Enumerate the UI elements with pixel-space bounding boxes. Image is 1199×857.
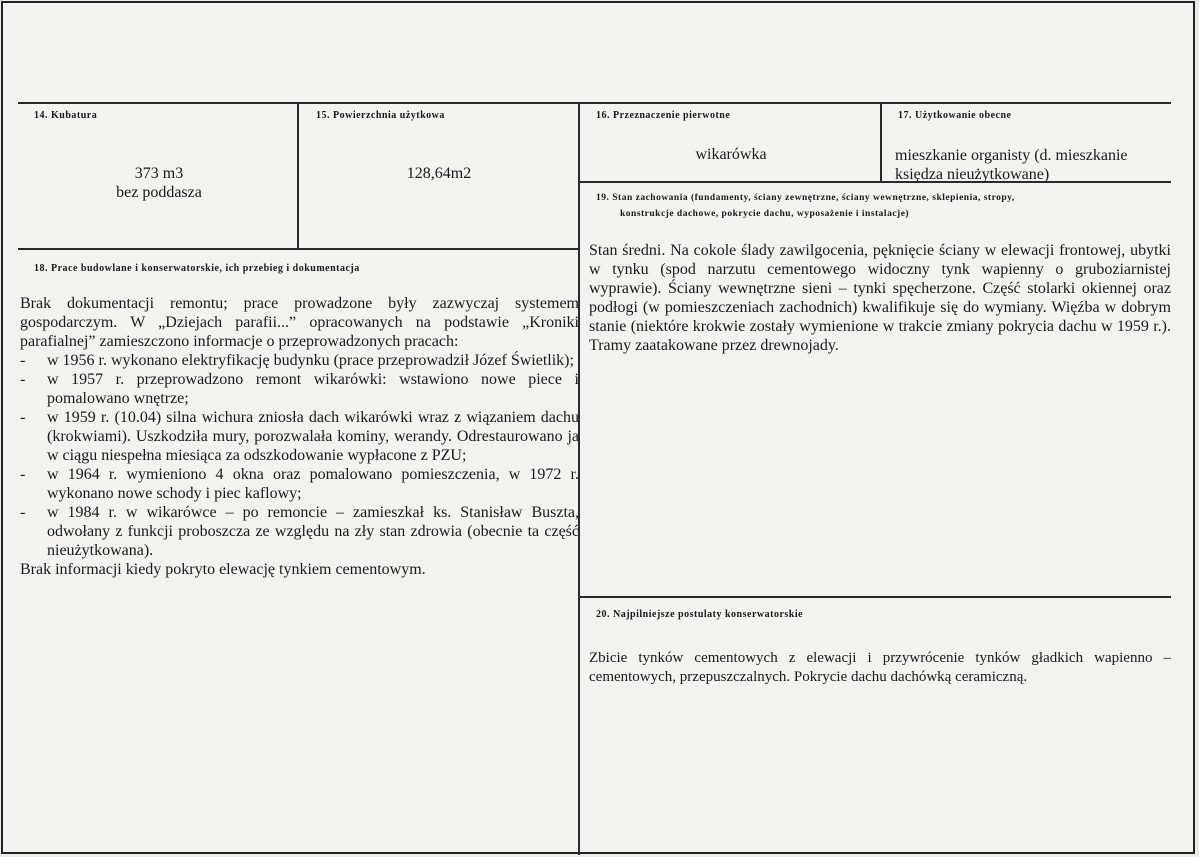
list-item: - w 1959 r. (10.04) silna wichura zniosła dach wikarówki wraz z wiązaniem dachu (krokwiami). Uszkodziła mury, porozwalała kominy, werandy. Odrestaurowano ja w ciągu niespełna miesiąca za odszkodowanie wypłacone z PZU;: [20, 408, 579, 465]
list-item: - w 1964 r. wymieniono 4 okna oraz pomalowano pomieszczenia, w 1972 r. wykonano nowe schody i piec kaflowy;: [20, 465, 579, 503]
field-16-value: wikarówka: [695, 146, 767, 163]
rule-above-20: [580, 596, 1171, 598]
field-15-label: 15. Powierzchnia użytkowa: [316, 110, 445, 121]
field-18-label: 18. Prace budowlane i konserwatorskie, ich przebieg i dokumentacja: [34, 263, 360, 274]
field-18-outro: Brak informacji kiedy pokryto elewację tynkiem cementowym.: [20, 561, 426, 578]
field-14-note: bez poddasza: [116, 184, 202, 201]
field-14-volume: 373 m3: [134, 165, 184, 182]
field-17-line-2: księdza nieużytkowane): [895, 166, 1050, 183]
works-list: [20, 351, 579, 560]
list-item: - w 1957 r. przeprowadzono remont wikarówki: wstawiono nowe piece i pomalowano wnętrze;: [20, 370, 579, 408]
field-20-label: 20. Najpilniejsze postulaty konserwatorskie: [596, 609, 804, 620]
field-18-text: [20, 294, 579, 579]
field-19-label-line-1: 19. Stan zachowania (fundamenty, ściany zewnętrzne, ściany wewnętrzne, sklepienia, stropy,: [596, 193, 1015, 203]
top-rule: [18, 102, 1171, 104]
field-17-value: [895, 146, 1165, 184]
field-15-value: 128,64m2: [406, 165, 472, 182]
list-item: - w 1956 r. wykonano elektryfikację budynku (prace przeprowadził Józef Świetlik);: [20, 351, 579, 370]
field-17-line-1: mieszkanie organisty (d. mieszkanie: [895, 147, 1128, 164]
list-item: - w 1984 r. w wikarówce – po remoncie – zamieszkał ks. Stanisław Buszta, odwołany z funkcji proboszcza ze względu na zły stan zdrowia (obecnie ta część nieużytkowana).: [20, 503, 579, 560]
divider-16-17: [880, 102, 882, 182]
field-18-intro: Brak dokumentacji remontu; prace prowadzone były zazwyczaj systemem gospodarczym. W „Dziejach parafii...” opracowanych na podstawie „Kroniki parafialnej” zamieszczono informacje o przeprowadzonych pracach:: [20, 295, 579, 350]
field-14-label: 14. Kubatura: [34, 110, 98, 121]
field-16-label: 16. Przeznaczenie pierwotne: [596, 110, 731, 121]
field-20-text: Zbicie tynków cementowych z elewacji i przywrócenie tynków gładkich wapienno – cementowych, przepuszczalnych. Pokrycie dachu dachówką ceramiczną.: [589, 650, 1171, 685]
rule-under-14-15: [18, 248, 580, 250]
field-19-text: Stan średni. Na cokole ślady zawilgocenia, pęknięcie ściany w elewacji frontowej, ubytki w tynku (spod narzutu cementowego widoczny tynk wapienny o gruboziarnistej wyprawie). Ściany wewnętrzne sieni – tynki spęcherzone. Część stolarki okiennej oraz podłogi (w pomieszczeniach zachodnich) kwalifikuje się do wymiany. Więźba w dobrym stanie (niektóre krokwie zostały wymienione w trakcie zmiany pokrycia dachu w 1959 r.). Tramy zaatakowane przez drewnojady.: [589, 242, 1171, 354]
field-17-label: 17. Użytkowanie obecne: [898, 110, 1012, 121]
field-14-value: [20, 164, 298, 202]
field-19-label-line-2: konstrukcje dachowe, pokrycie dachu, wyposażenie i instalacje): [620, 209, 910, 219]
